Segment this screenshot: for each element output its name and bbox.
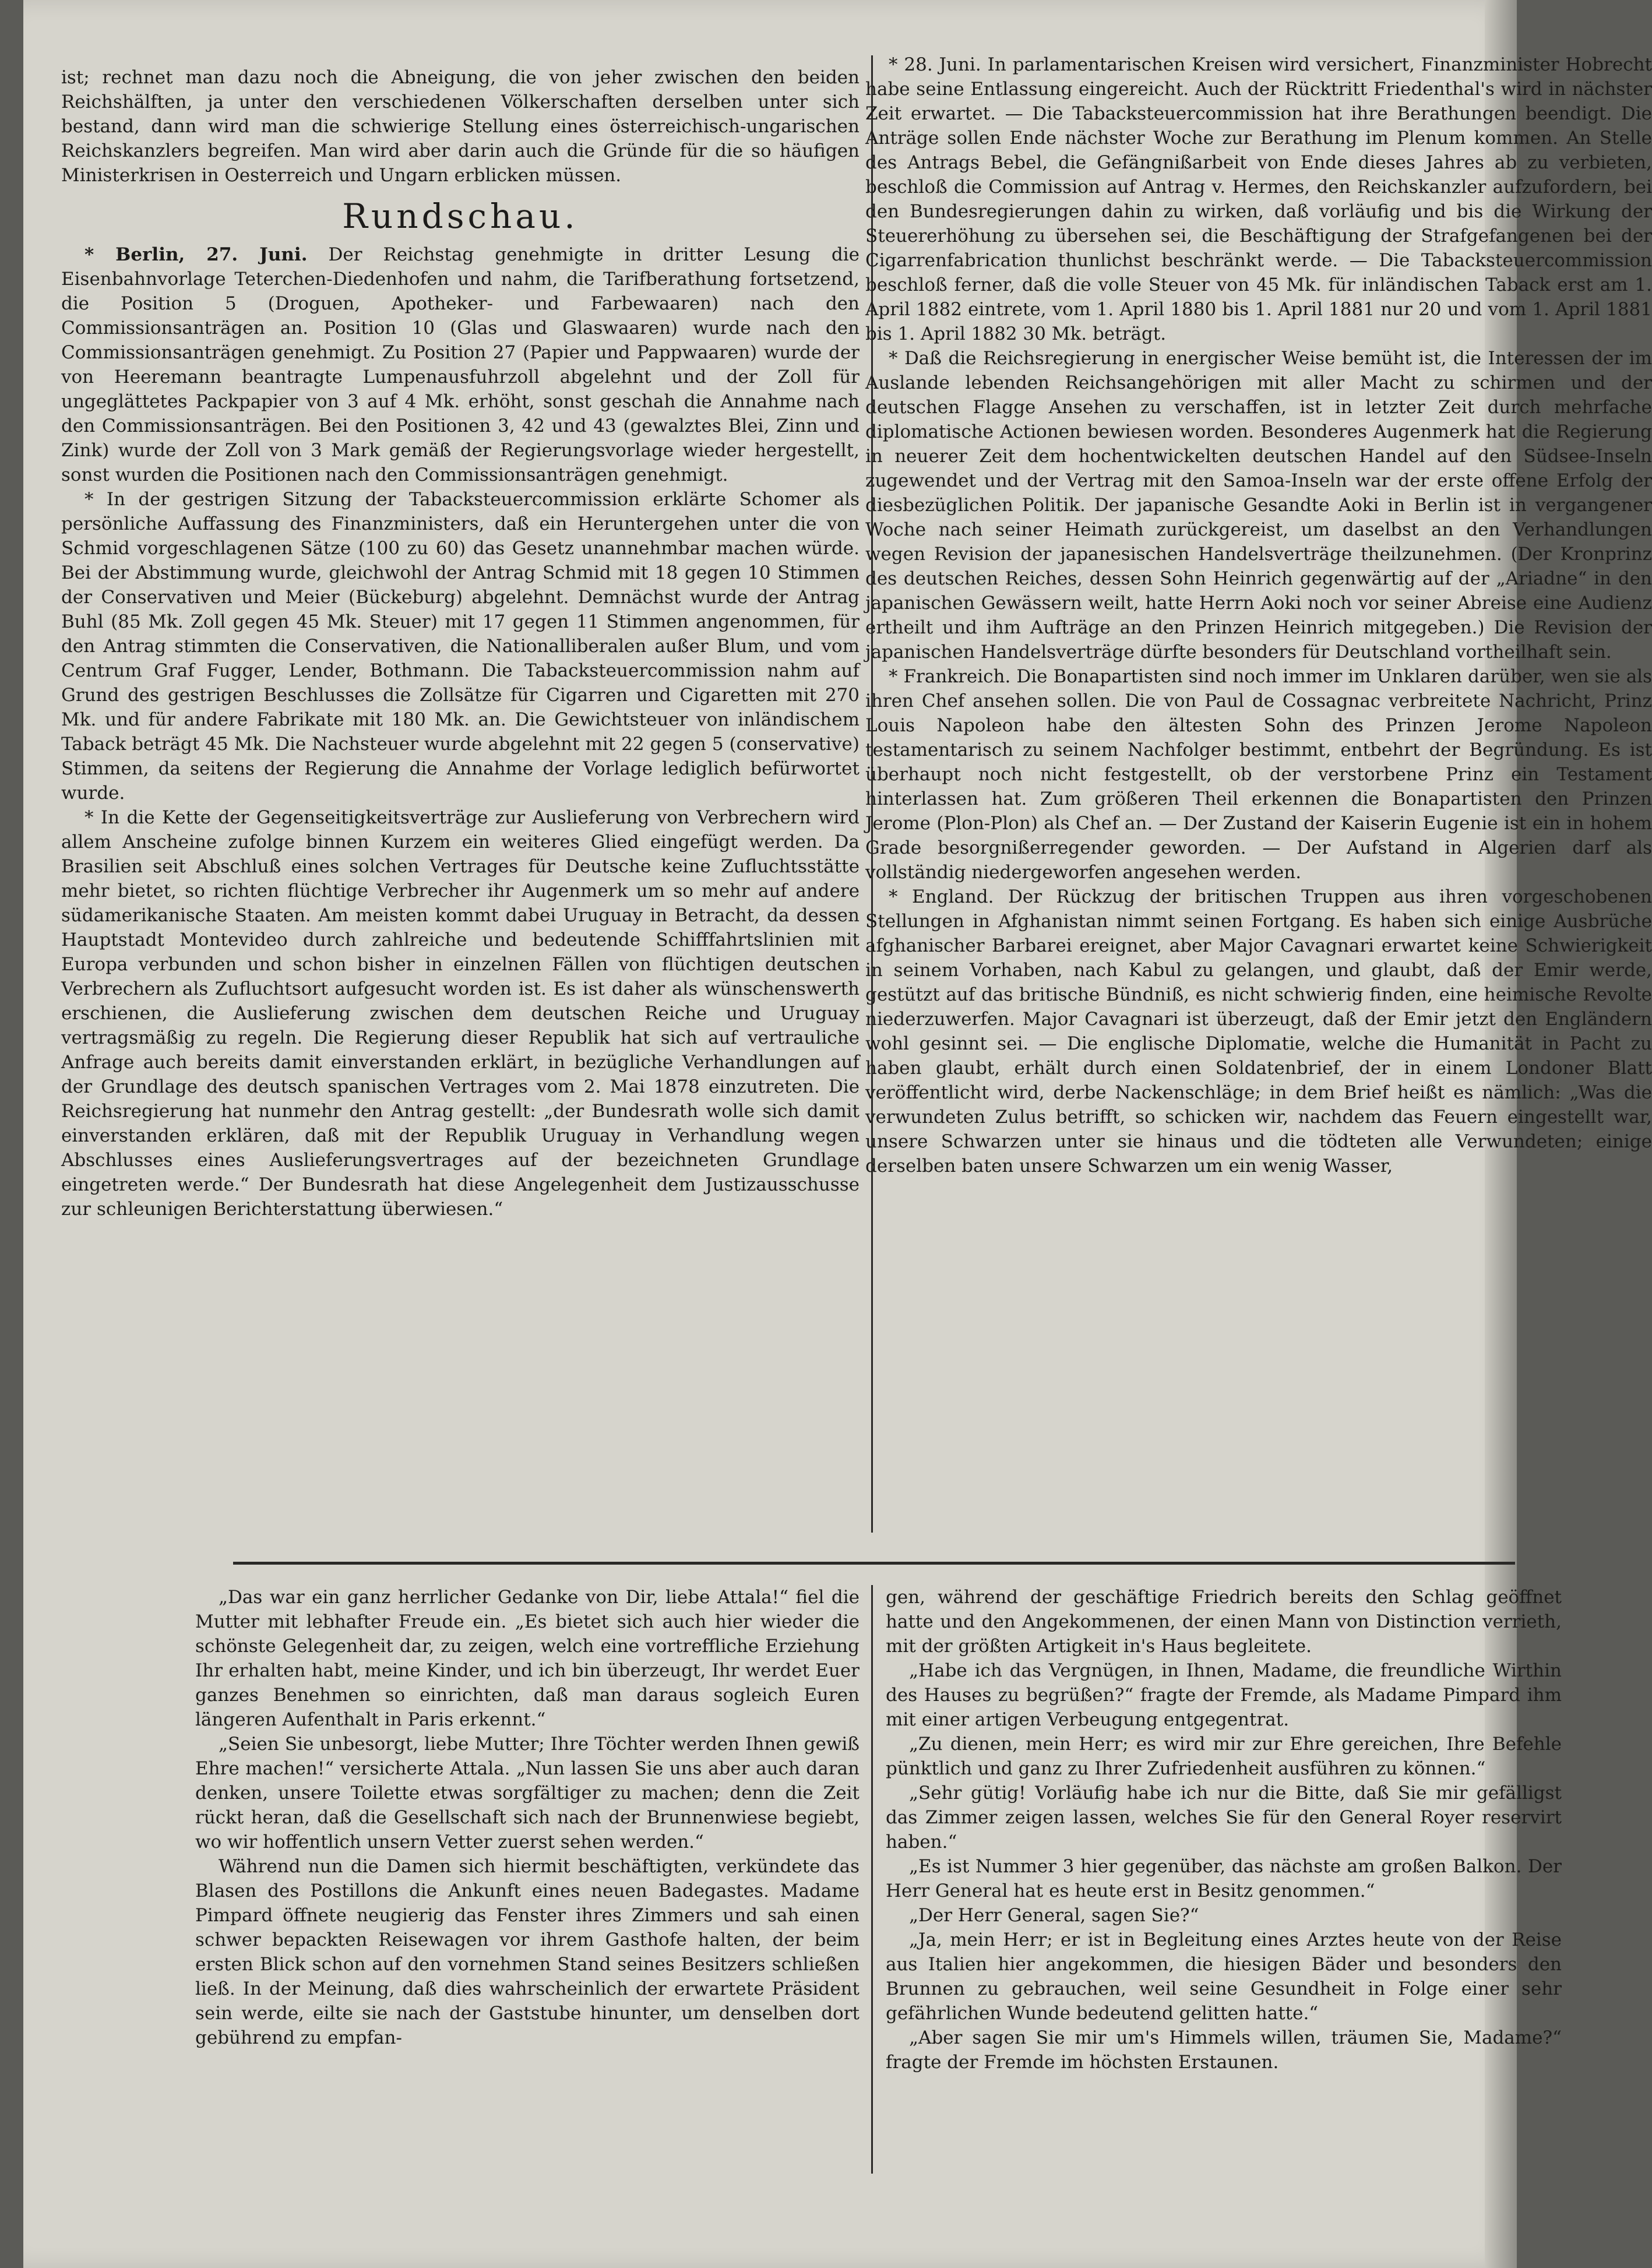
paragraph: „Es ist Nummer 3 hier gegenüber, das nächste am großen Balkon. Der Herr General hat es heute erst in Besitz genommen.“ [886, 1856, 1562, 1901]
paragraph: „Der Herr General, sagen Sie?“ [909, 1905, 1199, 1926]
column-top-left [61, 65, 860, 1221]
berlin-paragraph [61, 242, 860, 487]
section-heading: Rundschau. [342, 196, 579, 236]
paragraph: „Zu dienen, mein Herr; es wird mir zur Ehre gereichen, Ihre Befehle pünktlich und ganz zu Ihrer Zufriedenheit ausführen zu können.“ [886, 1734, 1562, 1779]
paragraph: „Habe ich das Vergnügen, in Ihnen, Madame, die freundliche Wirthin des Hauses zu begrüßen?“ fragte der Fremde, als Madame Pimpard ihm mit einer artigen Verbeugung entgegentrat. [886, 1660, 1562, 1730]
paragraph: * Frankreich. Die Bonapartisten sind noch immer im Unklaren darüber, wen sie als ihren Chef ansehen sollen. Die von Paul de Cossagnac verbreitete Nachricht, Prinz Louis Napoleon habe den ältesten Sohn des Prinzen Jerome Napoleon testamentarisch zu seinem Nachfolger bestimmt, entbehrt der Begründung. Es ist überhaupt noch nicht festgestellt, ob der verstorbene Prinz ein Testament hinterlassen hat. Zum größeren Theil erkennen die Bonapartisten den Prinzen Jerome (Plon-Plon) als Chef an. — Der Zustand der Kaiserin Eugenie ist ein in hohem Grade besorgnißerregender geworden. — Der Aufstand in Algerien darf als vollständig niedergeworfen angesehen werden. [865, 666, 1652, 883]
paragraph: „Aber sagen Sie mir um's Himmels willen, träumen Sie, Madame?“ fragte der Fremde im höchsten Erstaunen. [886, 2027, 1562, 2073]
newspaper-page [23, 0, 1652, 2268]
paragraph: Während nun die Damen sich hiermit beschäftigten, verkündete das Blasen des Postillons die Ankunft eines neuen Badegastes. Madame Pimpard öffnete neugierig das Fenster ihres Zimmers und sah einen schwer bepackten Reisewagen vor ihrem Gasthofe halten, der beim ersten Blick schon auf den vornehmen Stand seines Besitzers schließen ließ. In der Meinung, daß dies wahrscheinlich der erwartete Präsident sein werde, eilte sie nach der Gaststube hinunter, um denselben dort gebührend zu empfan- [195, 1856, 860, 2048]
paragraph: „Seien Sie unbesorgt, liebe Mutter; Ihre Töchter werden Ihnen gewiß Ehre machen!“ versicherte Attala. „Nun lassen Sie uns aber auch daran denken, unsere Toilette etwas sorgfältiger zu machen; denn die Zeit rückt heran, daß die Gesellschaft sich nach der Brunnenwiese begiebt, wo wir hoffentlich unsern Vetter zuerst sehen werden.“ [195, 1734, 860, 1853]
berlin-text: Der Reichstag genehmigte in dritter Lesung die Eisenbahnvorlage Teterchen-Diedenhofen und nahm, die Tarifberathung fortsetzend, die Position 5 (Droguen, Apotheker- und Farbewaaren) nach den Commissionsanträgen an. Position 10 (Glas und Glaswaaren) wurde nach den Commissionsanträgen genehmigt. Zu Position 27 (Papier und Pappwaaren) wurde der von Heeremann beantragte Lumpenausfuhrzoll abgelehnt und der Zoll für ungeglättetes Packpapier von 3 auf 4 Mk. erhöht, sonst geschah die Annahme nach den Commissionsanträgen. Bei den Positionen 3, 42 und 43 (gewalztes Blei, Zinn und Zink) wurde der Zoll von 3 Mark gemäß der Regierungsvorlage wieder hergestellt, sonst wurden die Positionen nach den Commissionsanträgen genehmigt. [61, 244, 860, 485]
feuilleton-rule [233, 1562, 1515, 1565]
paragraph: * Daß die Reichsregierung in energischer Weise bemüht ist, die Interessen der im Auslande lebenden Reichsangehörigen mit aller Macht zu schirmen und der deutschen Flagge Ansehen zu verschaffen, ist in letzter Zeit durch mehrfache diplomatische Actionen bewiesen worden. Besonderes Augenmerk hat die Regierung in neuerer Zeit dem hochentwickelten deutschen Handel auf den Südsee-Inseln zugewendet und der Vertrag mit den Samoa-Inseln war der erste offene Erfolg der diesbezüglichen Politik. Der japanische Gesandte Aoki in Berlin ist in vergangener Woche nach seiner Heimath zurückgereist, um daselbst an den Verhandlungen wegen Revision der japanesischen Handelsverträge theilzunehmen. (Der Kronprinz des deutschen Reiches, dessen Sohn Heinrich gegenwärtig auf der „Ariadne“ in den japanischen Gewässern weilt, hatte Herrn Aoki noch vor seiner Abreise eine Audienz ertheilt und ihm Aufträge an den Prinzen Heinrich mitgegeben.) Die Revision der japanischen Handelsverträge dürfte besonders für Deutschland vortheilhaft sein. [865, 348, 1652, 663]
paragraph: * In der gestrigen Sitzung der Tabacksteuercommission erklärte Schomer als persönliche Auffassung des Finanzministers, daß ein Heruntergehen unter die von Schmid vorgeschlagenen Sätze (100 zu 60) das Gesetz unannehmbar machen würde. Bei der Abstimmung wurde, gleichwohl der Antrag Schmid mit 18 gegen 10 Stimmen der Conservativen und Meier (Bückeburg) abgelehnt. Demnächst wurde der Antrag Buhl (85 Mk. Zoll gegen 45 Mk. Steuer) mit 17 gegen 11 Stimmen angenommen, für den Antrag stimmten die Conservativen, die Nationalliberalen außer Blum, und vom Centrum Graf Fugger, Lender, Bothmann. Die Tabacksteuercommission nahm auf Grund des gestrigen Beschlusses die Zollsätze für Cigarren und Cigaretten mit 270 Mk. und für andere Fabrikate mit 180 Mk. an. Die Gewichtsteuer von inländischem Taback beträgt 45 Mk. Die Nachsteuer wurde abgelehnt mit 22 gegen 5 (conservative) Stimmen, da seitens der Regierung die Annahme der Vorlage lediglich befürwortet wurde. [61, 489, 860, 804]
column-top-right [865, 52, 1652, 1178]
paragraph: gen, während der geschäftige Friedrich bereits den Schlag geöffnet hatte und den Angekommenen, der einen Mann von Distinction verrieth, mit der größten Artigkeit in's Haus begleitete. [886, 1587, 1562, 1657]
column-divider [871, 1585, 873, 2174]
dateline: * Berlin, 27. Juni. [84, 244, 308, 265]
paragraph: * England. Der Rückzug der britischen Truppen aus ihren vorgeschobenen Stellungen in Afghanistan nimmt seinen Fortgang. Es haben sich einige Ausbrüche afghanischer Barbarei ereignet, aber Major Cavagnari erwartet keine Schwierigkeit in seinem Vorhaben, nach Kabul zu gelangen, und glaubt, daß der Emir werde, gestützt auf das britische Bündniß, es nicht schwierig finden, eine heimische Revolte niederzuwerfen. Major Cavagnari ist überzeugt, daß der Emir jetzt den Engländern wohl gesinnt sei. — Die englische Diplomatie, welche die Humanität in Pacht zu haben glaubt, erhält durch einen Soldatenbrief, der in einem Londoner Blatt veröffentlicht wird, derbe Nackenschläge; in dem Brief heißt es nämlich: „Was die verwundeten Zulus betrifft, so schicken wir, nachdem das Feuern eingestellt war, unsere Schwarzen unter sie hinaus und die tödteten alle Verwundeten; einige derselben baten unsere Schwarzen um ein wenig Wasser, [865, 886, 1652, 1177]
paragraph: * In die Kette der Gegenseitigkeitsverträge zur Auslieferung von Verbrechern wird allem Anscheine zufolge binnen Kurzem ein weiteres Glied eingefügt werden. Da Brasilien seit Abschluß eines solchen Vertrages für Deutsche keine Zufluchtsstätte mehr bietet, so richten flüchtige Verbrecher ihr Augenmerk um so mehr auf andere südamerikanische Staaten. Am meisten kommt dabei Uruguay in Betracht, da dessen Hauptstadt Montevideo durch zahlreiche und bedeutende Schifffahrtslinien mit Europa verbunden und schon bisher in einzelnen Fällen von flüchtigen deutschen Verbrechern als Zufluchtsort aufgesucht worden ist. Es ist daher als wünschenswerth erschienen, die Auslieferung zwischen dem deutschen Reiche und Uruguay vertragsmäßig zu regeln. Die Regierung dieser Republik hat sich auf vertrauliche Anfrage auch bereits damit einverstanden erklärt, in bezügliche Verhandlungen auf der Grundlage des deutsch spanischen Vertrages vom 2. Mai 1878 einzutreten. Die Reichsregierung hat nunmehr den Antrag gestellt: „der Bundesrath wolle sich damit einverstanden erklären, daß mit der Republik Uruguay in Verhandlung wegen Abschlusses eines Auslieferungsvertrages auf der bezeichneten Grundlage eingetreten werde.“ Der Bundesrath hat diese Angelegenheit dem Justizausschusse zur schleunigen Berichterstattung überwiesen.“ [61, 807, 860, 1220]
column-bottom-left [195, 1585, 860, 2050]
paragraph: ist; rechnet man dazu noch die Abneigung, die von jeher zwischen den beiden Reichshälften, ja unter den verschiedenen Völkerschaften derselben unter sich bestand, dann wird man die schwierige Stellung eines österreichisch-ungarischen Reichskanzlers begreifen. Man wird aber darin auch die Gründe für die so häufigen Ministerkrisen in Oesterreich und Ungarn erblicken müssen. [61, 67, 860, 186]
paragraph: „Das war ein ganz herrlicher Gedanke von Dir, liebe Attala!“ fiel die Mutter mit lebhafter Freude ein. „Es bietet sich auch hier wieder die schönste Gelegenheit dar, zu zeigen, welch eine vortreffliche Erziehung Ihr erhalten habt, meine Kinder, und ich bin überzeugt, Ihr werdet Euer ganzes Benehmen so einrichten, daß man daraus sogleich Euren längeren Aufenthalt in Paris erkennt.“ [195, 1587, 860, 1730]
paragraph: „Sehr gütig! Vorläufig habe ich nur die Bitte, daß Sie mir gefälligst das Zimmer zeigen lassen, welches Sie für den General Royer reservirt haben.“ [886, 1783, 1562, 1853]
paragraph: * 28. Juni. In parlamentarischen Kreisen wird versichert, Finanzminister Hobrecht habe seine Entlassung eingereicht. Auch der Rücktritt Friedenthal's wird in nächster Zeit erwartet. — Die Tabacksteuercommission hat ihre Berathungen beendigt. Die Anträge sollen Ende nächster Woche zur Berathung im Plenum kommen. An Stelle des Antrags Bebel, die Gefängnißarbeit von Ende dieses Jahres ab zu verbieten, beschloß die Commission auf Antrag v. Hermes, den Reichskanzler aufzufordern, bei den Bundesregierungen dahin zu wirken, daß vorläufig und bis die Wirkung der Steuererhöhung zu übersehen sei, die Beschäftigung der Strafgefangenen bei der Cigarrenfabrication thunlichst beschränkt werde. — Die Tabacksteuercommission beschloß ferner, daß die volle Steuer von 45 Mk. für inländischen Taback erst am 1. April 1882 eintrete, vom 1. April 1880 bis 1. April 1881 nur 20 und vom 1. April 1881 bis 1. April 1882 30 Mk. beträgt. [865, 54, 1652, 344]
column-bottom-right [886, 1585, 1562, 2075]
paragraph: „Ja, mein Herr; er ist in Begleitung eines Arztes heute von der Reise aus Italien hier angekommen, die hiesigen Bäder und besonders den Brunnen zu gebrauchen, weil seine Gesundheit in Folge einer sehr gefährlichen Wunde bedeutend gelitten hatte.“ [886, 1929, 1562, 2024]
